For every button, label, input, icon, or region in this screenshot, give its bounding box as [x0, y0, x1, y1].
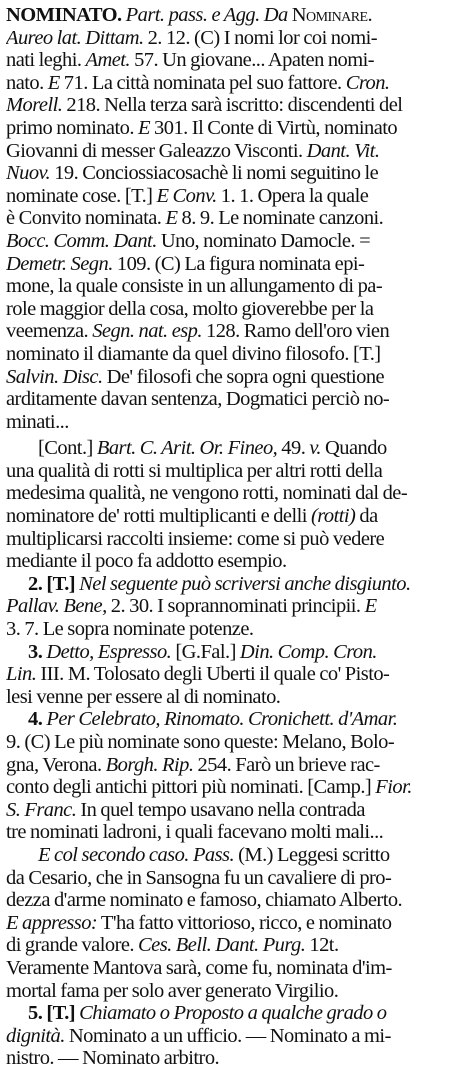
entry-text-segment: nominato il diamante da quel divino filosofo. [T.]: [6, 342, 381, 365]
entry-text-segment: 9. (C) Le più nominate sono queste: Melano, Bolo-: [6, 731, 395, 753]
entry-text-segment: dignità.: [6, 1024, 65, 1047]
entry-text-segment: mortal fama per solo aver generato Virgilio.: [6, 979, 339, 1002]
entry-text-segment: Din. Comp. Cron.: [239, 640, 377, 663]
entry-text-segment: Nel seguente può scriversi anche disgiunto.: [79, 572, 411, 595]
entry-line: [6, 49, 462, 72]
entry-text-segment: Nominato a un ufficio. — Nominato a mi-: [64, 1024, 391, 1047]
entry-text-segment: Amet.: [85, 49, 131, 72]
entry-text-segment: 49.: [277, 437, 310, 460]
entry-line: [6, 550, 462, 573]
entry-text-segment: medesima qualità, ne vengono rotti, nominati dal de-: [6, 482, 408, 505]
entry-line: [6, 776, 462, 799]
entry-line: [6, 437, 462, 460]
entry-line: [6, 663, 462, 686]
entry-text-segment: 12t.: [305, 934, 339, 957]
entry-text-segment: multiplicarsi raccolti insieme: come si può vedere: [6, 527, 385, 550]
entry-text-segment: mone, la quale consiste in un allungamento di pa-: [6, 275, 383, 298]
entry-line: [6, 505, 462, 528]
entry-text-segment: 5. [T.]: [28, 1002, 80, 1025]
entry-line: [6, 528, 462, 551]
entry-line: [6, 912, 462, 935]
entry-line: [6, 4, 462, 27]
entry-text-segment: 57. Un giovane... Apaten nomi-: [130, 49, 375, 72]
entry-line: [6, 460, 462, 483]
entry-text-segment: Bart. C. Arit. Or. Fineo,: [96, 437, 278, 460]
entry-text-segment: 3.: [28, 640, 47, 663]
entry-text-segment: 128. Ramo dell'oro vien: [201, 320, 390, 343]
entry-text-segment: Per Celebrato, Rinomato. Cronichett. d'Amar.: [46, 708, 398, 731]
entry-text-segment: 71. La città nominata pel suo fattore.: [59, 71, 346, 94]
entry-text-segment: [Cont.]: [38, 437, 97, 460]
entry-line: [6, 366, 462, 389]
entry-text-segment: In quel tempo usavano nella contrada: [76, 798, 365, 821]
entry-line: [6, 1047, 462, 1070]
entry-line: [6, 867, 462, 890]
entry-text-segment: 2. [T.]: [28, 572, 80, 595]
entry-text-segment: una qualità di rotti si multiplica per altri rotti della: [6, 459, 383, 482]
entry-text-segment: Bocc. Comm. Dant.: [6, 229, 157, 252]
entry-text-segment: 19. Conciossiacosachè li nomi seguitino le: [50, 162, 379, 185]
entry-line: [6, 230, 462, 253]
entry-text-segment: Quando: [320, 437, 387, 460]
entry-line: [6, 343, 462, 366]
entry-text-segment: 254. Farò un brieve rac-: [193, 753, 380, 776]
entry-text-segment: Dant. Vit.: [306, 139, 380, 162]
entry-line: [6, 934, 462, 957]
entry-line: [6, 482, 462, 505]
entry-text-segment: nominate cose. [T.]: [6, 184, 157, 207]
entry-text-segment: Nominare.: [291, 4, 373, 26]
entry-text-segment: S. Franc.: [6, 798, 77, 821]
entry-text-segment: Uno, nominato Damocle. =: [156, 229, 371, 252]
entry-line: [6, 1002, 462, 1025]
entry-text-segment: Segn. nat. esp.: [92, 320, 202, 343]
entry-text-segment: Chiamato o Proposto a qualche grado o: [79, 1002, 387, 1025]
entry-text-segment: Fior.: [375, 776, 412, 799]
entry-text-segment: III. M. Tolosato degli Uberti il quale co' Pisto-: [36, 663, 390, 686]
entry-text-segment: nistro. — Nominato arbitro.: [6, 1047, 220, 1070]
entry-text-segment: v.: [309, 437, 321, 460]
entry-line: [6, 731, 462, 754]
entry-line: [6, 207, 462, 230]
entry-text-segment: De' filosofi che sopra ogni questione: [102, 365, 385, 388]
entry-text-segment: di grande valore.: [6, 934, 139, 957]
entry-line: [6, 162, 462, 185]
entry-text-segment: nato.: [6, 71, 48, 94]
entry-text-segment: Giovanni di messer Galeazzo Visconti.: [6, 139, 307, 162]
entry-line: [6, 388, 462, 411]
entry-line: [6, 72, 462, 95]
entry-line: [6, 618, 462, 641]
entry-text-segment: Cron.: [345, 71, 390, 94]
entry-text-segment: 2. 30. I soprannominati principii.: [106, 595, 365, 618]
entry-text-segment: minati...: [6, 410, 69, 433]
entry-text-segment: da: [355, 505, 378, 528]
entry-text-segment: Salvin. Disc.: [6, 365, 103, 388]
entry-text-segment: Ces. Bell. Dant. Purg.: [138, 934, 306, 957]
entry-text-segment: Veramente Mantova sarà, come fu, nominata d'im-: [6, 956, 392, 979]
entry-text-segment: (M.) Leggesi scritto: [234, 843, 390, 866]
entry-line: [6, 117, 462, 140]
entry-text-segment: Morell.: [6, 94, 63, 117]
entry-text-segment: 4.: [28, 708, 47, 731]
entry-text-segment: Pallav. Bene,: [6, 595, 107, 618]
entry-text-segment: E col secondo caso. Pass.: [38, 843, 235, 866]
entry-line: [6, 641, 462, 664]
entry-text-segment: 3. 7. Le sopra nominate potenze.: [6, 618, 254, 641]
entry-line: [6, 275, 462, 298]
entry-line: [6, 411, 462, 434]
entry-line: [6, 320, 462, 343]
entry-text-segment: E Conv.: [156, 184, 217, 207]
entry-line: [6, 821, 462, 844]
entry-text-segment: E: [165, 207, 178, 230]
entry-text-segment: lesi venne per essere al di nominato.: [6, 685, 281, 708]
entry-text-segment: Borgh. Rip.: [105, 753, 194, 776]
dictionary-entry-nominato: [6, 4, 462, 1070]
entry-line: [6, 754, 462, 777]
entry-text-segment: 218. Nella terza sarà iscritto: discendenti del: [62, 94, 403, 117]
entry-line: [6, 686, 462, 709]
entry-text-segment: 1. 1. Opera la quale: [216, 184, 369, 207]
entry-line: [6, 298, 462, 321]
entry-line: [6, 573, 462, 596]
entry-text-segment: 301. Il Conte di Virtù, nominato: [149, 116, 398, 139]
entry-text-segment: Nuov.: [6, 162, 51, 185]
entry-line: [6, 253, 462, 276]
entry-text-segment: [G.Fal.]: [171, 640, 240, 663]
entry-text-segment: Detto, Espresso.: [46, 640, 172, 663]
entry-text-segment: nati leghi.: [6, 49, 86, 72]
entry-text-segment: 2. 12. (C) I nomi lor coi nomi-: [143, 26, 378, 49]
entry-line: [6, 708, 462, 731]
entry-line: [6, 140, 462, 163]
entry-line: [6, 94, 462, 117]
entry-line: [6, 27, 462, 50]
entry-text-segment: arditamente davan sentenza, Dogmatici perciò no-: [6, 388, 390, 411]
entry-text-segment: T'ha fatto vittorioso, ricco, e nominato: [97, 911, 392, 934]
entry-text-segment: dezza d'arme nominato e famoso, chiamato Alberto.: [6, 889, 403, 912]
entry-text-segment: E: [137, 116, 150, 139]
entry-text-segment: 109. (C) La figura nominata epi-: [112, 252, 365, 275]
entry-text-segment: Lin.: [6, 663, 37, 686]
entry-line: [6, 957, 462, 980]
entry-line: [6, 844, 462, 867]
entry-text-segment: Demetr. Segn.: [6, 252, 113, 275]
entry-line: [6, 1025, 462, 1048]
entry-text-segment: conto degli antichi pittori più nominati. [Camp.]: [6, 776, 376, 799]
entry-text-segment: E: [364, 595, 377, 618]
entry-text-segment: (rotti): [310, 505, 356, 528]
entry-text-segment: E appresso:: [6, 911, 98, 934]
entry-line: [6, 799, 462, 822]
entry-text-segment: gna, Verona.: [6, 753, 106, 776]
entry-text-segment: mediante il poco fa addotto esempio.: [6, 550, 287, 573]
entry-text-segment: è Convito nominata.: [6, 207, 166, 230]
entry-text-segment: E: [47, 71, 60, 94]
entry-text-segment: Part. pass. e Agg. Da: [125, 4, 288, 26]
entry-text-segment: role maggior della cosa, molto gioverebbe per la: [6, 297, 374, 320]
entry-line: [6, 185, 462, 208]
headword: NOMINATO.: [6, 4, 122, 26]
entry-line: [6, 889, 462, 912]
entry-text-segment: tre nominati ladroni, i quali facevano molti mali...: [6, 821, 384, 844]
entry-text-segment: primo nominato.: [6, 116, 138, 139]
entry-line: [6, 595, 462, 618]
entry-text-segment: 8. 9. Le nominate canzoni.: [177, 207, 384, 230]
entry-text-segment: Aureo lat. Dittam.: [6, 26, 144, 49]
entry-text-segment: veemenza.: [6, 320, 93, 343]
entry-line: [6, 980, 462, 1003]
entry-text-segment: nominatore de' rotti multiplicanti e delli: [6, 505, 311, 528]
entry-text-segment: da Cesario, che in Sansogna fu un cavaliere di pro-: [6, 866, 392, 889]
